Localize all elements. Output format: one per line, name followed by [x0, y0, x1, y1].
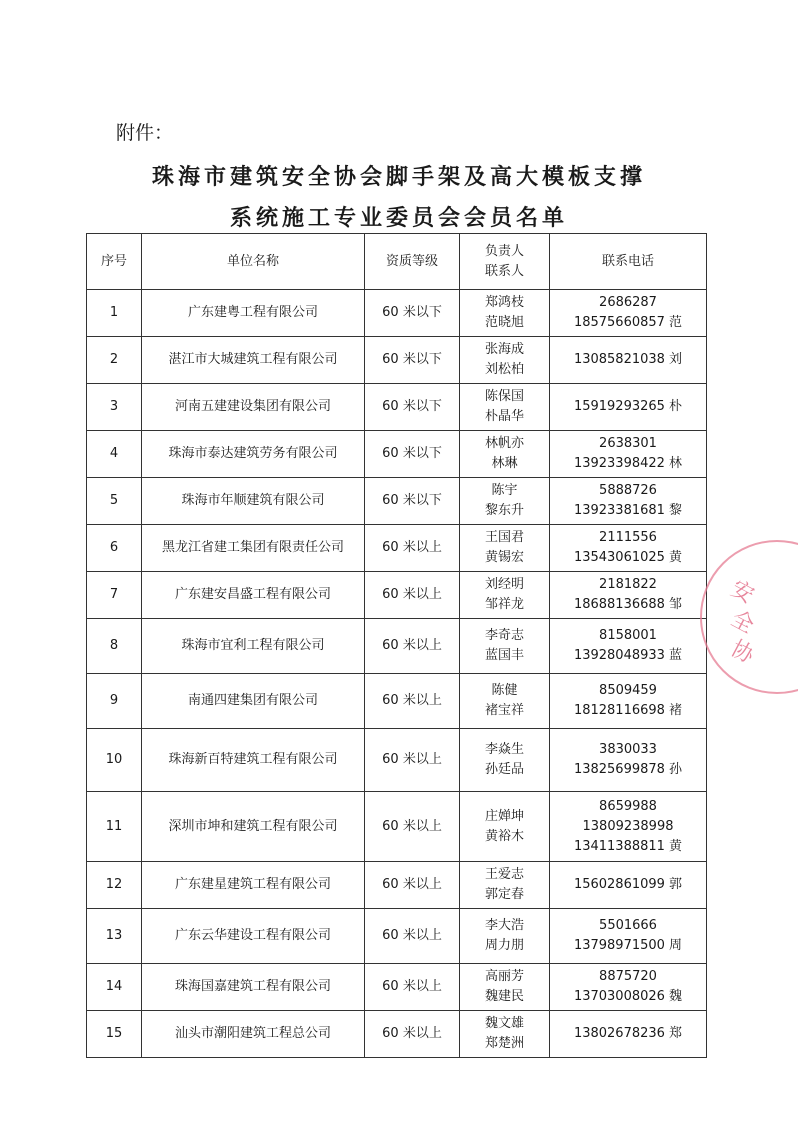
cell-unit: 湛江市大城建筑工程有限公司 — [142, 337, 365, 384]
table-row — [87, 862, 707, 909]
cell-unit: 广东建粤工程有限公司 — [142, 290, 365, 337]
table-row — [87, 572, 707, 619]
column-header-phone: 联系电话 — [550, 234, 707, 290]
phone-number: 8509459 — [599, 683, 657, 698]
cell-no: 4 — [87, 431, 142, 478]
cell-unit: 汕头市潮阳建筑工程总公司 — [142, 1011, 365, 1058]
person-name: 蓝国丰 — [484, 648, 524, 663]
person-name: 林琳 — [491, 456, 518, 471]
phone-number: 13703008026 魏 — [573, 989, 683, 1004]
cell-persons — [460, 337, 550, 384]
cell-persons — [460, 478, 550, 525]
cell-grade: 60 米以上 — [365, 964, 460, 1011]
phone-number: 8875720 — [599, 969, 657, 984]
person-name: 林帆亦 — [484, 436, 524, 451]
phone-number: 5501666 — [599, 918, 657, 933]
cell-unit: 珠海国嘉建筑工程有限公司 — [142, 964, 365, 1011]
person-name: 张海成 — [484, 342, 524, 357]
cell-no: 8 — [87, 619, 142, 674]
cell-persons — [460, 572, 550, 619]
cell-unit: 南通四建集团有限公司 — [142, 674, 365, 729]
person-name: 王国君 — [484, 530, 524, 545]
cell-persons — [460, 290, 550, 337]
table-row — [87, 964, 707, 1011]
cell-no: 9 — [87, 674, 142, 729]
table-row — [87, 729, 707, 792]
cell-unit: 珠海新百特建筑工程有限公司 — [142, 729, 365, 792]
cell-phones — [550, 525, 707, 572]
person-name: 刘经明 — [484, 577, 524, 592]
table-row — [87, 525, 707, 572]
table-row — [87, 619, 707, 674]
cell-phones — [550, 792, 707, 862]
person-name: 郑楚洲 — [484, 1036, 524, 1051]
cell-no: 13 — [87, 909, 142, 964]
person-name: 黎东升 — [484, 503, 524, 518]
person-name: 黄锡宏 — [484, 550, 524, 565]
cell-unit: 河南五建建设集团有限公司 — [142, 384, 365, 431]
cell-unit: 深圳市坤和建筑工程有限公司 — [142, 792, 365, 862]
cell-phones — [550, 290, 707, 337]
cell-grade: 60 米以下 — [365, 384, 460, 431]
cell-phones — [550, 572, 707, 619]
cell-phones — [550, 619, 707, 674]
cell-no: 7 — [87, 572, 142, 619]
cell-unit: 黑龙江省建工集团有限责任公司 — [142, 525, 365, 572]
cell-phones — [550, 674, 707, 729]
cell-persons — [460, 909, 550, 964]
person-name: 邹祥龙 — [484, 597, 524, 612]
person-name: 郑鸿枝 — [484, 295, 524, 310]
person-name: 刘松柏 — [484, 362, 524, 377]
person-name: 周力朋 — [484, 938, 524, 953]
person-name: 范晓旭 — [484, 315, 524, 330]
cell-no: 11 — [87, 792, 142, 862]
cell-grade: 60 米以上 — [365, 862, 460, 909]
document-title-line-1: 珠海市建筑安全协会脚手架及高大模板支撑 — [151, 165, 646, 190]
document-title-line-2: 系统施工专业委员会会员名单 — [229, 206, 568, 231]
column-header-person — [460, 234, 550, 290]
phone-number: 18575660857 范 — [573, 315, 683, 330]
phone-number: 18128116698 褚 — [573, 703, 683, 718]
cell-no: 15 — [87, 1011, 142, 1058]
person-name: 李焱生 — [484, 742, 524, 757]
phone-number: 13802678236 郑 — [573, 1026, 683, 1041]
cell-no: 1 — [87, 290, 142, 337]
table-row — [87, 1011, 707, 1058]
column-header-grade: 资质等级 — [365, 234, 460, 290]
person-name: 陈健 — [491, 683, 518, 698]
person-name: 王爱志 — [484, 867, 524, 882]
phone-number: 2181822 — [599, 577, 657, 592]
phone-number: 13798971500 周 — [573, 938, 683, 953]
cell-grade: 60 米以上 — [365, 525, 460, 572]
phone-number: 3830033 — [599, 742, 657, 757]
cell-grade: 60 米以上 — [365, 674, 460, 729]
phone-number: 2686287 — [599, 295, 657, 310]
cell-unit: 广东云华建设工程有限公司 — [142, 909, 365, 964]
column-header-no: 序号 — [87, 234, 142, 290]
cell-no: 14 — [87, 964, 142, 1011]
cell-persons — [460, 792, 550, 862]
cell-grade: 60 米以下 — [365, 478, 460, 525]
person-name: 魏建民 — [484, 989, 524, 1004]
phone-number: 5888726 — [599, 483, 657, 498]
table-row — [87, 792, 707, 862]
person-name: 孙廷品 — [484, 762, 524, 777]
cell-persons — [460, 729, 550, 792]
cell-phones — [550, 431, 707, 478]
cell-persons — [460, 1011, 550, 1058]
cell-unit: 广东建星建筑工程有限公司 — [142, 862, 365, 909]
cell-phones — [550, 964, 707, 1011]
phone-number: 13085821038 刘 — [573, 352, 683, 367]
table-row — [87, 290, 707, 337]
cell-unit: 珠海市泰达建筑劳务有限公司 — [142, 431, 365, 478]
column-header-unit: 单位名称 — [142, 234, 365, 290]
cell-grade: 60 米以下 — [365, 431, 460, 478]
cell-no: 10 — [87, 729, 142, 792]
table-row — [87, 909, 707, 964]
phone-number: 13809238998 — [582, 818, 674, 834]
cell-grade: 60 米以上 — [365, 729, 460, 792]
cell-persons — [460, 384, 550, 431]
phone-number: 13411388811 黄 — [573, 838, 683, 854]
phone-number: 2111556 — [599, 530, 657, 545]
column-header-person-1: 负责人 — [484, 243, 524, 259]
phone-number: 18688136688 邹 — [573, 597, 683, 612]
cell-no: 2 — [87, 337, 142, 384]
cell-no: 12 — [87, 862, 142, 909]
cell-grade: 60 米以上 — [365, 1011, 460, 1058]
cell-grade: 60 米以上 — [365, 619, 460, 674]
column-header-person-2: 联系人 — [484, 263, 524, 279]
cell-persons — [460, 674, 550, 729]
phone-number: 13543061025 黄 — [573, 550, 683, 565]
official-seal-text: 安 全 协 — [726, 576, 758, 669]
cell-phones — [550, 862, 707, 909]
cell-persons — [460, 525, 550, 572]
cell-phones — [550, 909, 707, 964]
cell-phones — [550, 337, 707, 384]
member-table — [86, 233, 707, 1058]
person-name: 李大浩 — [484, 918, 524, 933]
table-row — [87, 384, 707, 431]
person-name: 魏文雄 — [484, 1016, 524, 1031]
cell-phones — [550, 384, 707, 431]
cell-grade: 60 米以下 — [365, 337, 460, 384]
person-name: 郭定春 — [484, 887, 524, 902]
cell-phones — [550, 729, 707, 792]
cell-no: 5 — [87, 478, 142, 525]
cell-unit: 珠海市宜利工程有限公司 — [142, 619, 365, 674]
cell-persons — [460, 964, 550, 1011]
phone-number: 13923381681 黎 — [573, 503, 683, 518]
cell-grade: 60 米以下 — [365, 290, 460, 337]
person-name: 庄婵坤 — [484, 808, 524, 824]
person-name: 黄裕木 — [484, 828, 524, 844]
cell-no: 6 — [87, 525, 142, 572]
person-name: 李奇志 — [484, 628, 524, 643]
phone-number: 15919293265 朴 — [573, 399, 683, 414]
table-header-row — [87, 234, 707, 290]
table-row — [87, 431, 707, 478]
table-row — [87, 478, 707, 525]
attachment-label: 附件： — [116, 122, 174, 144]
cell-grade: 60 米以上 — [365, 909, 460, 964]
phone-number: 2638301 — [599, 436, 657, 451]
phone-number: 13928048933 蓝 — [573, 648, 683, 663]
table-row — [87, 337, 707, 384]
person-name: 高丽芳 — [484, 969, 524, 984]
person-name: 陈宇 — [491, 483, 518, 498]
phone-number: 15602861099 郭 — [573, 877, 683, 892]
cell-grade: 60 米以上 — [365, 572, 460, 619]
phone-number: 8158001 — [599, 628, 657, 643]
phone-number: 13923398422 林 — [573, 456, 683, 471]
cell-unit: 珠海市年顺建筑有限公司 — [142, 478, 365, 525]
cell-persons — [460, 862, 550, 909]
phone-number: 13825699878 孙 — [573, 762, 683, 777]
cell-grade: 60 米以上 — [365, 792, 460, 862]
phone-number: 8659988 — [599, 798, 657, 814]
cell-persons — [460, 431, 550, 478]
cell-persons — [460, 619, 550, 674]
cell-phones — [550, 1011, 707, 1058]
person-name: 褚宝祥 — [484, 703, 524, 718]
person-name: 朴晶华 — [484, 409, 524, 424]
table-row — [87, 674, 707, 729]
cell-unit: 广东建安昌盛工程有限公司 — [142, 572, 365, 619]
cell-phones — [550, 478, 707, 525]
cell-no: 3 — [87, 384, 142, 431]
person-name: 陈保国 — [484, 389, 524, 404]
